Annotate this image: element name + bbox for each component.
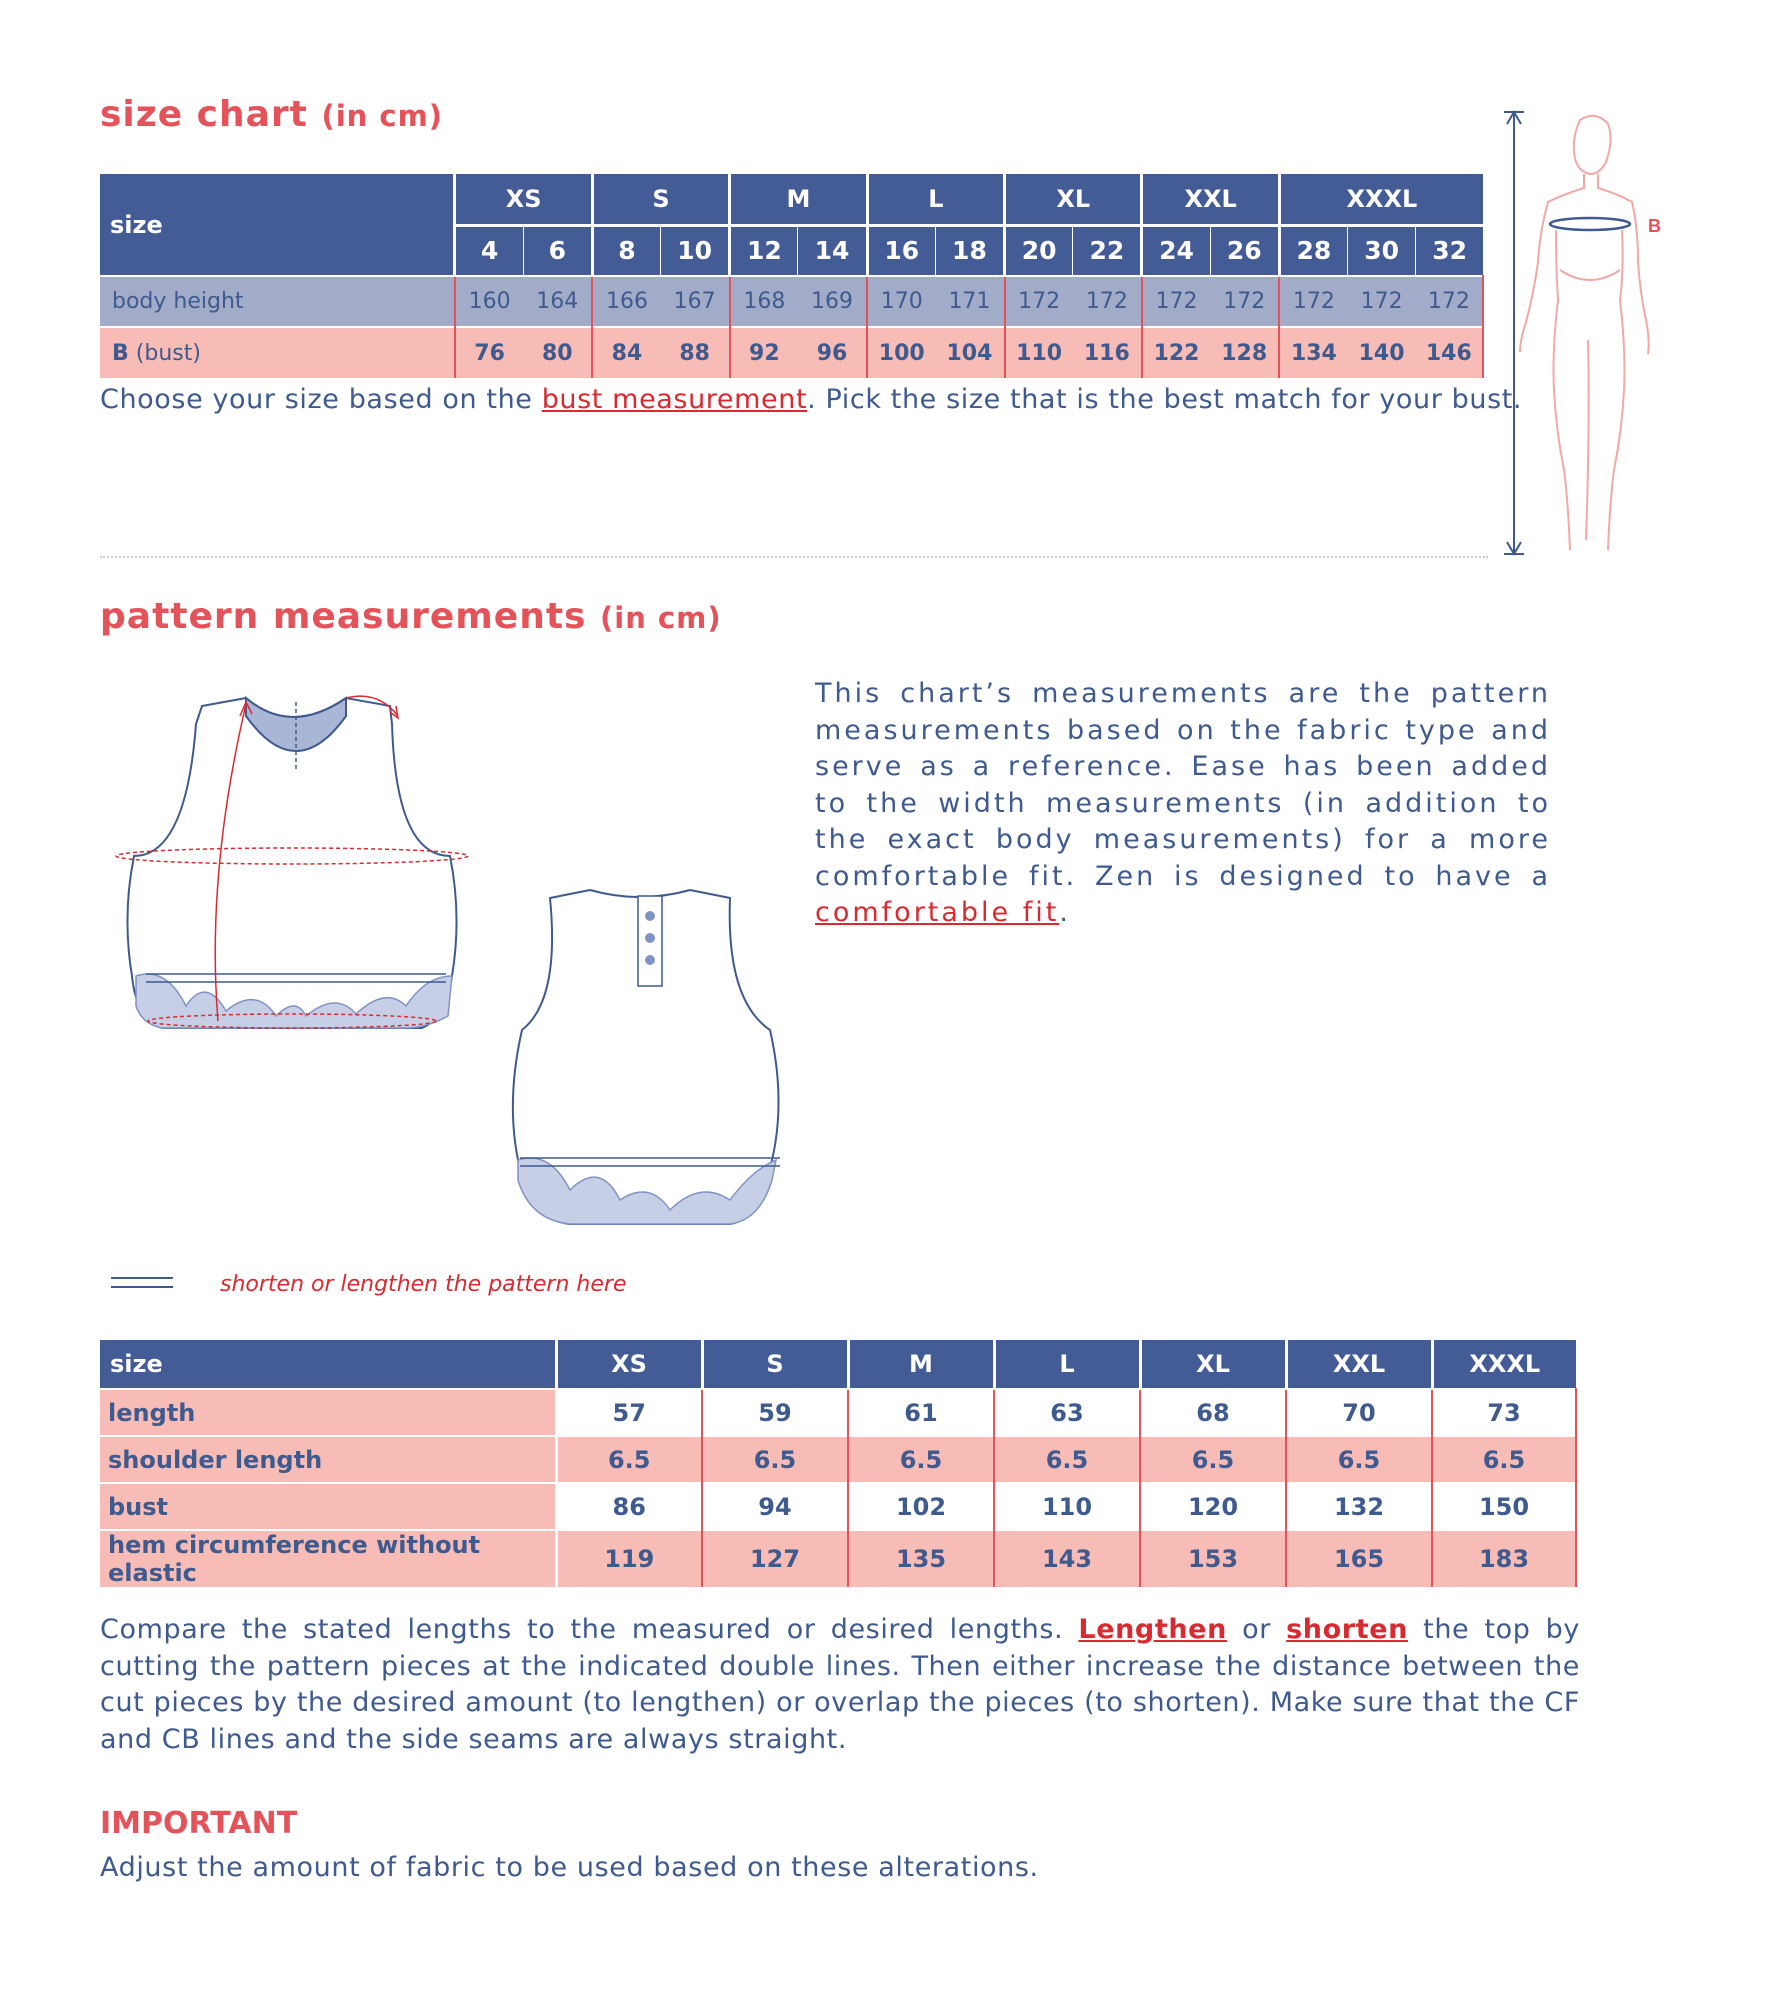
cell: 122 (1142, 327, 1210, 378)
size-number: 20 (1005, 225, 1073, 276)
compare-text: Compare the stated lengths to the measured or desired lengths. (100, 1614, 1079, 1645)
cell: 172 (1279, 276, 1347, 327)
size-header: size (100, 174, 455, 276)
cell: 167 (661, 276, 730, 327)
row-label: length (100, 1389, 556, 1436)
group-xs: XS (455, 174, 592, 225)
body-height-row (100, 276, 1483, 327)
cell: 84 (592, 327, 660, 378)
size-number: 18 (935, 225, 1004, 276)
cell: 110 (994, 1483, 1140, 1530)
description-text: . (1059, 897, 1071, 928)
cell: 6.5 (1286, 1436, 1432, 1483)
compare-instructions (100, 1612, 1580, 1758)
size-column-m: M (848, 1340, 994, 1389)
bust-label-rest: (bust) (128, 340, 201, 366)
size-column-xs: XS (556, 1340, 702, 1389)
cell: 76 (455, 327, 523, 378)
row-label: shoulder length (100, 1436, 556, 1483)
row-label: hem circumference without elastic (100, 1530, 556, 1587)
description-text: This chart’s measurements are the pattern measurements based on the fabric type and serve as a reference. Ease has been added to the width measurements (in addition to the exact body measurements) for a more comfortable fit. Zen is designed to have a (815, 678, 1551, 892)
cell: 172 (1073, 276, 1142, 327)
cell: 119 (556, 1530, 702, 1587)
cell: 6.5 (556, 1436, 702, 1483)
cell: 110 (1005, 327, 1073, 378)
group-l: L (867, 174, 1004, 225)
cell: 172 (1142, 276, 1210, 327)
cell: 172 (1416, 276, 1483, 327)
cell: 88 (661, 327, 730, 378)
cell: 132 (1286, 1483, 1432, 1530)
section-divider (100, 556, 1488, 558)
cell: 120 (1140, 1483, 1286, 1530)
cell: 63 (994, 1389, 1140, 1436)
size-number: 26 (1210, 225, 1279, 276)
size-number: 8 (592, 225, 660, 276)
cell: 150 (1432, 1483, 1576, 1530)
size-number: 12 (730, 225, 798, 276)
size-column-xl: XL (1140, 1340, 1286, 1389)
pattern-measurements-title (100, 596, 722, 637)
cell: 172 (1348, 276, 1416, 327)
cell: 171 (935, 276, 1004, 327)
cell: 116 (1073, 327, 1142, 378)
legend-text: shorten or lengthen the pattern here (220, 1272, 627, 1297)
cell: 169 (798, 276, 867, 327)
cell: 146 (1416, 327, 1483, 378)
cell: 135 (848, 1530, 994, 1587)
size-number: 24 (1142, 225, 1210, 276)
cell: 6.5 (1140, 1436, 1286, 1483)
back-garment-illustration (490, 880, 810, 1230)
cell: 164 (523, 276, 592, 327)
hem-circumference-row (100, 1530, 1576, 1587)
cell: 61 (848, 1389, 994, 1436)
group-xl: XL (1005, 174, 1142, 225)
group-s: S (592, 174, 729, 225)
cell: 153 (1140, 1530, 1286, 1587)
size-number: 6 (523, 225, 592, 276)
shorten-link[interactable]: shorten (1286, 1614, 1408, 1645)
note-text: . Pick the size that is the best match for your bust. (807, 384, 1523, 415)
cell: 165 (1286, 1530, 1432, 1587)
cell: 86 (556, 1483, 702, 1530)
cell: 127 (702, 1530, 848, 1587)
cell: 80 (523, 327, 592, 378)
cell: 92 (730, 327, 798, 378)
important-heading: IMPORTANT (100, 1806, 298, 1841)
size-header: size (100, 1340, 556, 1389)
figure-bust-label: B (1648, 216, 1661, 236)
size-number: 10 (661, 225, 730, 276)
compare-text: or (1226, 1614, 1287, 1645)
note-text: Choose your size based on the (100, 384, 542, 415)
bust-row (100, 1483, 1576, 1530)
cell: 140 (1348, 327, 1416, 378)
size-number: 22 (1073, 225, 1142, 276)
size-number: 14 (798, 225, 867, 276)
pattern-measurements-table (100, 1340, 1577, 1587)
size-chart-title-text: size chart (100, 94, 308, 135)
cell: 128 (1210, 327, 1279, 378)
cell: 172 (1005, 276, 1073, 327)
bust-row (100, 327, 1483, 378)
cell: 100 (867, 327, 935, 378)
size-number: 28 (1279, 225, 1347, 276)
cell: 170 (867, 276, 935, 327)
size-column-xxxl: XXXL (1432, 1340, 1576, 1389)
size-number: 30 (1348, 225, 1416, 276)
cell: 143 (994, 1530, 1140, 1587)
pattern-description (815, 676, 1551, 932)
size-column-l: L (994, 1340, 1140, 1389)
cell: 73 (1432, 1389, 1576, 1436)
size-chart-table (100, 174, 1484, 378)
cell: 168 (730, 276, 798, 327)
shoulder-length-row (100, 1436, 1576, 1483)
cell: 104 (935, 327, 1004, 378)
cell: 6.5 (848, 1436, 994, 1483)
cell: 70 (1286, 1389, 1432, 1436)
cell: 96 (798, 327, 867, 378)
compare-text: the top by cutting the pattern pieces at the indicated double lines. Then either increase the distance between the cut pieces by the desired amount (to lengthen) or overlap the pieces (to shorten). Make sure that the CF and CB lines and the side seams are always straight. (100, 1614, 1581, 1755)
lengthen-link[interactable]: Lengthen (1078, 1614, 1227, 1645)
cell: 134 (1279, 327, 1347, 378)
cell: 172 (1210, 276, 1279, 327)
bust-label-b: B (112, 340, 129, 366)
cell: 160 (455, 276, 523, 327)
pattern-title-unit: (in cm) (600, 601, 722, 635)
important-text: Adjust the amount of fabric to be used based on these alterations. (100, 1852, 1039, 1883)
row-label: bust (100, 1483, 556, 1530)
cell: 94 (702, 1483, 848, 1530)
row-label (100, 327, 455, 378)
cell: 6.5 (1432, 1436, 1576, 1483)
size-column-xxl: XXL (1286, 1340, 1432, 1389)
cell: 6.5 (994, 1436, 1140, 1483)
row-label: body height (100, 276, 455, 327)
cell: 6.5 (702, 1436, 848, 1483)
cell: 183 (1432, 1530, 1576, 1587)
group-xxxl: XXXL (1279, 174, 1483, 225)
size-number: 4 (455, 225, 523, 276)
size-chart-title-unit: (in cm) (321, 99, 444, 133)
group-xxl: XXL (1142, 174, 1279, 225)
size-number: 32 (1416, 225, 1483, 276)
body-figure-illustration (1490, 100, 1670, 560)
cell: 102 (848, 1483, 994, 1530)
front-garment-illustration (106, 676, 496, 1046)
comfortable-fit-link[interactable]: comfortable fit (815, 897, 1060, 928)
double-line-icon (111, 1276, 175, 1290)
cell: 166 (592, 276, 660, 327)
group-m: M (730, 174, 867, 225)
size-column-s: S (702, 1340, 848, 1389)
pattern-title-text: pattern measurements (100, 596, 587, 637)
size-chart-note (100, 384, 1522, 415)
cell: 59 (702, 1389, 848, 1436)
size-chart-title (100, 94, 443, 135)
bust-measurement-link[interactable]: bust measurement (541, 384, 808, 415)
size-number: 16 (867, 225, 935, 276)
cell: 57 (556, 1389, 702, 1436)
length-row (100, 1389, 1576, 1436)
cell: 68 (1140, 1389, 1286, 1436)
